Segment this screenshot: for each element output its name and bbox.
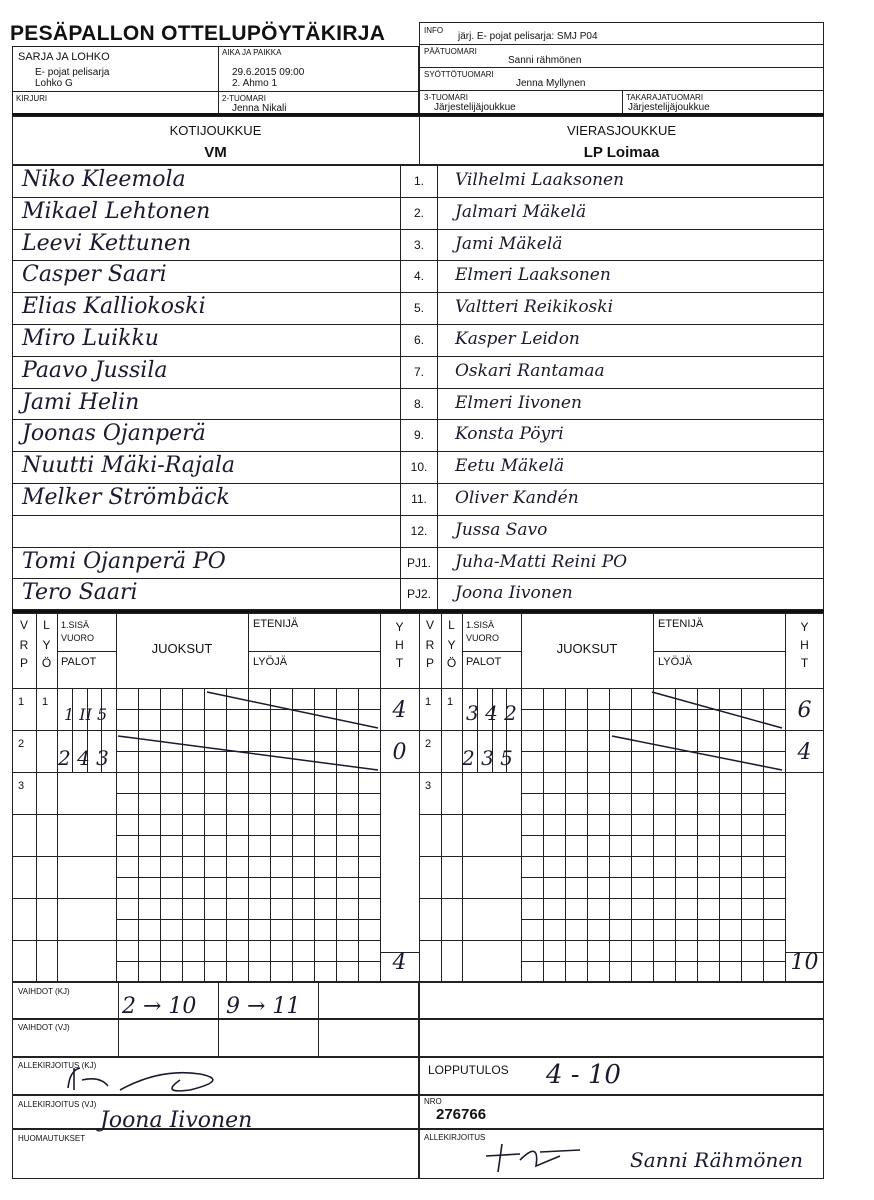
- inning-period: 3: [18, 780, 25, 792]
- header-yht-y: Y: [395, 620, 404, 634]
- vaihdot-kj-label: VAIHDOT (KJ): [18, 987, 70, 996]
- header-vuoro: VUORO: [466, 633, 500, 643]
- juoksut-row-line: [116, 877, 380, 878]
- column-line: [462, 613, 463, 982]
- inning-ly: 1: [42, 696, 49, 708]
- svg-text:2 3 5: 2 3 5: [462, 746, 513, 770]
- inning-runs: 0: [392, 740, 407, 765]
- header-lyoja: LYÖJÄ: [253, 656, 288, 668]
- svg-text:1 II 5: 1 II 5: [64, 705, 108, 724]
- header-line: [653, 651, 785, 652]
- roster-number: 8.: [413, 397, 424, 411]
- lower-row-line: [419, 940, 521, 941]
- column-line: [521, 613, 522, 982]
- sarja-value: E- pojat pelisarja: [35, 67, 110, 78]
- juoksut-row-line: [521, 793, 785, 794]
- allekirjoitus-kj-label: ALLEKIRJOITUS (KJ): [18, 1061, 97, 1070]
- takaraja-label: TAKARAJATUOMARI: [626, 93, 704, 102]
- inning-runs: 6: [797, 698, 812, 723]
- roster-number: 1.: [413, 174, 424, 188]
- header-l: L: [43, 618, 50, 632]
- kirjuri-label: KIRJURI: [16, 94, 48, 103]
- home-player-name: Tero Saari: [22, 580, 138, 605]
- home-player-name: Paavo Jussila: [22, 358, 168, 383]
- page-title: PESÄPALLON OTTELUPÖYTÄKIRJA: [10, 22, 386, 45]
- vaihto-kj-2: 9 → 11: [226, 994, 301, 1019]
- header-vuoro: VUORO: [61, 633, 95, 643]
- lopputulos-value: 4 - 10: [546, 1060, 621, 1090]
- column-line: [57, 613, 58, 982]
- lohko-value: Lohko G: [35, 78, 73, 89]
- lower-row-line: [419, 814, 521, 815]
- away-player-name: Vilhelmi Laaksonen: [455, 170, 625, 190]
- roster-number: 12.: [410, 524, 428, 538]
- inning-period: 2: [425, 738, 432, 750]
- juoksut-row-line: [521, 898, 785, 899]
- home-player-name: Leevi Kettunen: [22, 231, 192, 256]
- header-yht-t: T: [800, 656, 809, 670]
- juoksut-row-line: [116, 835, 380, 836]
- header-line: [248, 651, 380, 652]
- away-player-name: Elmeri Laaksonen: [455, 265, 611, 285]
- header-yht-t: T: [395, 656, 404, 670]
- lopputulos-label: LOPPUTULOS: [428, 1063, 509, 1077]
- aika-value: 29.6.2015 09:00: [232, 67, 305, 78]
- header-r: R: [425, 638, 435, 652]
- tuomari2-value: Jenna Nikali: [232, 103, 287, 114]
- juoksut-row-line: [116, 709, 380, 710]
- juoksut-row-line: [521, 835, 785, 836]
- home-team-label: KOTIJOUKKUE: [169, 123, 262, 138]
- juoksut-row-line: [116, 919, 380, 920]
- away-player-name: Elmeri Iivonen: [455, 393, 582, 413]
- juoksut-row-line: [116, 898, 380, 899]
- header-v: V: [425, 618, 434, 632]
- juoksut-row-line: [116, 940, 380, 941]
- juoksut-row-line: [116, 751, 380, 752]
- allekirjoitus-label: ALLEKIRJOITUS: [424, 1133, 486, 1142]
- juoksut-row-line: [521, 751, 785, 752]
- roster-number: 7.: [413, 365, 424, 379]
- away-total: 10: [790, 950, 819, 975]
- paikka-value: 2. Ahmo 1: [232, 78, 278, 89]
- header-p: P: [19, 656, 28, 670]
- syottotuomari-value: Jenna Myllynen: [516, 78, 586, 89]
- header-o: Ö: [41, 656, 52, 670]
- header-line: [57, 651, 116, 652]
- roster-number: 10.: [410, 460, 428, 474]
- takaraja-value: Järjestelijäjoukkue: [628, 102, 710, 113]
- header-sisa: 1.SISÄ: [61, 620, 90, 630]
- lower-row-line: [12, 814, 116, 815]
- nro-value: 276766: [436, 1106, 487, 1123]
- tuomari3-label: 3-TUOMARI: [424, 93, 468, 102]
- home-player-name: Elias Kalliokoski: [22, 294, 206, 319]
- away-player-name: Eetu Mäkelä: [455, 456, 565, 476]
- vaihdot-vj-label: VAIHDOT (VJ): [18, 1023, 70, 1032]
- vaihdot-vj-box: [12, 1019, 419, 1057]
- palot-cell-line: [87, 688, 88, 772]
- header-lyoja: LYÖJÄ: [658, 656, 693, 668]
- roster-number: 2.: [413, 206, 424, 220]
- roster-number: 4.: [413, 269, 424, 283]
- juoksut-row-line: [521, 940, 785, 941]
- home-player-name: Tomi Ojanperä PO: [22, 549, 226, 574]
- header-palot: PALOT: [466, 656, 502, 668]
- palot-cell-line: [477, 688, 478, 772]
- header-palot: PALOT: [61, 656, 97, 668]
- roster-number: PJ1.: [406, 556, 431, 570]
- header-yht-y: Y: [800, 620, 809, 634]
- juoksut-row-line: [521, 814, 785, 815]
- home-player-name: Melker Strömbäck: [22, 485, 230, 510]
- home-signature: [60, 1060, 260, 1096]
- vaihto-kj-1: 2 → 10: [122, 994, 197, 1019]
- header-v: V: [19, 618, 28, 632]
- palot-cell-line: [492, 688, 493, 772]
- header-y: Y: [42, 638, 51, 652]
- palot-cell-line: [506, 688, 507, 772]
- juoksut-row-line: [521, 961, 785, 962]
- home-player-name: Casper Saari: [22, 262, 167, 287]
- juoksut-row-line: [116, 856, 380, 857]
- header-o: Ö: [446, 656, 457, 670]
- inning-period: 1: [425, 696, 432, 708]
- home-player-name: Mikael Lehtonen: [22, 199, 211, 224]
- roster-number: 3.: [413, 238, 424, 252]
- away-player-name: Jalmari Mäkelä: [455, 202, 587, 222]
- inning-period: 1: [18, 696, 25, 708]
- away-signature: Joona Iivonen: [100, 1108, 253, 1133]
- lower-row-line: [419, 898, 521, 899]
- away-player-name: Jami Mäkelä: [455, 234, 563, 254]
- header-l: L: [448, 618, 455, 632]
- column-line: [116, 613, 117, 982]
- palot-cell-line: [101, 688, 102, 772]
- svg-text:3 4 2: 3 4 2: [466, 701, 517, 725]
- header-etenija: ETENIJÄ: [658, 618, 704, 630]
- inning-ly: 1: [447, 696, 454, 708]
- referee-signature: Sanni Rähmönen: [630, 1148, 804, 1172]
- away-player-name: Juha-Matti Reini PO: [455, 552, 628, 572]
- referee-initials: [480, 1136, 590, 1176]
- sarja-label: SARJA JA LOHKO: [18, 51, 110, 63]
- roster-number: PJ2.: [406, 587, 431, 601]
- header-line: [462, 651, 521, 652]
- roster-number: 11.: [411, 492, 427, 506]
- inning-runs: 4: [797, 740, 812, 765]
- home-total: 4: [392, 950, 407, 975]
- header-yht-h: H: [800, 638, 809, 652]
- roster-number: 6.: [413, 333, 424, 347]
- aika-label: AIKA JA PAIKKA: [222, 48, 282, 57]
- away-player-name: Oliver Kandén: [455, 488, 579, 508]
- home-player-name: Nuutti Mäki-Rajala: [22, 453, 236, 478]
- syottotuomari-label: SYÖTTÖTUOMARI: [424, 70, 494, 79]
- vaihdot-kj-box: [12, 982, 419, 1019]
- juoksut-row-line: [116, 961, 380, 962]
- lower-row-line: [12, 898, 116, 899]
- header-juoksut: JUOKSUT: [556, 641, 618, 656]
- header-etenija: ETENIJÄ: [253, 618, 299, 630]
- juoksut-row-line: [521, 877, 785, 878]
- juoksut-row-line: [521, 709, 785, 710]
- lower-row-line: [419, 856, 521, 857]
- header-y: Y: [447, 638, 456, 652]
- away-player-name: Joona Iivonen: [455, 583, 573, 603]
- away-team-label: VIERASJOUKKUE: [566, 123, 677, 138]
- header-p: P: [425, 656, 434, 670]
- away-player-name: Jussa Savo: [455, 520, 548, 540]
- away-player-name: Oskari Rantamaa: [455, 361, 605, 381]
- header-r: R: [19, 638, 29, 652]
- home-player-name: Jami Helin: [22, 390, 140, 415]
- away-player-name: Valtteri Reikikoski: [455, 297, 614, 317]
- header-yht-h: H: [395, 638, 404, 652]
- home-player-name: Niko Kleemola: [22, 167, 186, 192]
- allekirjoitus-vj-label: ALLEKIRJOITUS (VJ): [18, 1100, 97, 1109]
- roster-number: 9.: [413, 428, 424, 442]
- home-team-name: VM: [204, 144, 227, 161]
- svg-text:2 4 3: 2 4 3: [58, 746, 109, 770]
- roster-number: 5.: [413, 301, 424, 315]
- lower-row-line: [12, 940, 116, 941]
- header-juoksut: JUOKSUT: [151, 641, 213, 656]
- inning-period: 3: [425, 780, 432, 792]
- lower-row-line: [12, 856, 116, 857]
- huomautukset-label: HUOMAUTUKSET: [18, 1134, 86, 1143]
- juoksut-row-line: [521, 919, 785, 920]
- header-sisa: 1.SISÄ: [466, 620, 495, 630]
- juoksut-row-line: [116, 814, 380, 815]
- info-label: INFO: [424, 26, 444, 35]
- palot-cell-line: [72, 688, 73, 772]
- paatuomari-value: Sanni rähmönen: [508, 55, 582, 66]
- tuomari3-value: Järjestelijäjoukkue: [434, 102, 516, 113]
- tuomari2-label: 2-TUOMARI: [222, 94, 266, 103]
- away-team-name: LP Loimaa: [583, 144, 660, 161]
- inning-runs: 4: [392, 698, 407, 723]
- nro-label: NRO: [424, 1097, 442, 1106]
- paatuomari-label: PÄÄTUOMARI: [424, 47, 477, 56]
- away-player-name: Konsta Pöyri: [455, 424, 564, 444]
- juoksut-row-line: [521, 856, 785, 857]
- info-value: järj. E- pojat pelisarja: SMJ P04: [458, 31, 598, 42]
- inning-period: 2: [18, 738, 25, 750]
- home-player-name: Joonas Ojanperä: [22, 421, 206, 446]
- home-player-name: Miro Luikku: [22, 326, 159, 351]
- juoksut-row-line: [116, 793, 380, 794]
- away-player-name: Kasper Leidon: [455, 329, 580, 349]
